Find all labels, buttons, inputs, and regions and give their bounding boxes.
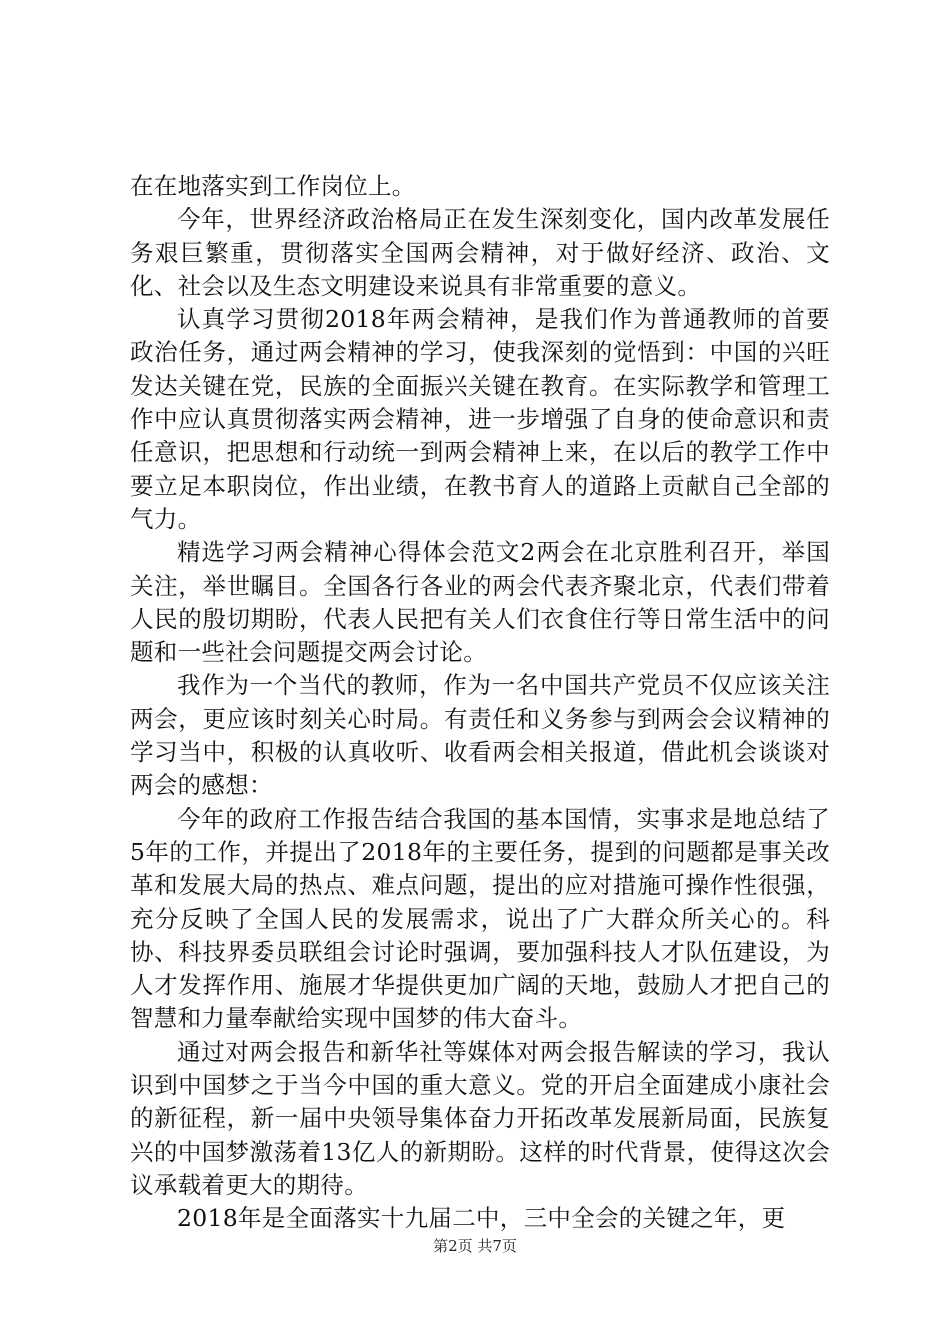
paragraph-study-spirit: 认真学习贯彻2018年两会精神，是我们作为普通教师的首要政治任务，通过两会精神的学习，使我深刻的觉悟到：中国的兴旺发达关键在党，民族的全面振兴关键在教育。在实际教学和管理工作中应认真贯彻落实两会精神，进一步增强了自身的使命意识和责任意识，把思想和行动统一到两会精神上来，在以后的教学工作中要立足本职岗位，作出业绩，在教书育人的道路上贡献自己全部的气力。 bbox=[130, 305, 830, 533]
paragraph-government-report: 今年的政府工作报告结合我国的基本国情，实事求是地总结了5年的工作，并提出了2018年的主要任务，提到的问题都是事关改革和发展大局的热点、难点问题，提出的应对措施可操作性很强，充分反映了全国人民的发展需求，说出了广大群众所关心的。科协、科技界委员联组会讨论时强调，要加强科技人才队伍建设，为人才发挥作用、施展才华提供更加广阔的天地，鼓励人才把自己的智慧和力量奉献给实现中国梦的伟大奋斗。 bbox=[130, 804, 830, 1033]
paragraph-world-situation: 今年，世界经济政治格局正在发生深刻变化，国内改革发展任务艰巨繁重，贯彻落实全国两会精神，对于做好经济、政治、文化、社会以及生态文明建设来说具有非常重要的意义。 bbox=[130, 205, 830, 300]
document-body bbox=[130, 170, 830, 1236]
paragraph-continuation: 在在地落实到工作岗位上。 bbox=[130, 172, 416, 200]
page-number: 第2页 共7页 bbox=[433, 1237, 517, 1255]
paragraph-sample-essay-2: 精选学习两会精神心得体会范文2两会在北京胜利召开，举国关注，举世瞩目。全国各行各业的两会代表齐聚北京，代表们带着人民的殷切期盼，代表人民把有关人们衣食住行等日常生活中的问题和一些社会问题提交两会讨论。 bbox=[130, 538, 830, 667]
paragraph-teacher-role: 我作为一个当代的教师，作为一名中国共产党员不仅应该关注两会，更应该时刻关心时局。有责任和义务参与到两会会议精神的学习当中，积极的认真收听、收看两会相关报道，借此机会谈谈对两会的感想： bbox=[130, 671, 830, 800]
paragraph-chinese-dream: 通过对两会报告和新华社等媒体对两会报告解读的学习，我认识到中国梦之于当今中国的重大意义。党的开启全面建成小康社会的新征程，新一届中央领导集体奋力开拓改革发展新局面，民族复兴的中国梦激荡着13亿人的新期盼。这样的时代背景，使得这次会议承载着更大的期待。 bbox=[130, 1037, 830, 1199]
paragraph-key-year: 2018年是全面落实十九届二中，三中全会的关键之年，更 bbox=[177, 1204, 786, 1233]
